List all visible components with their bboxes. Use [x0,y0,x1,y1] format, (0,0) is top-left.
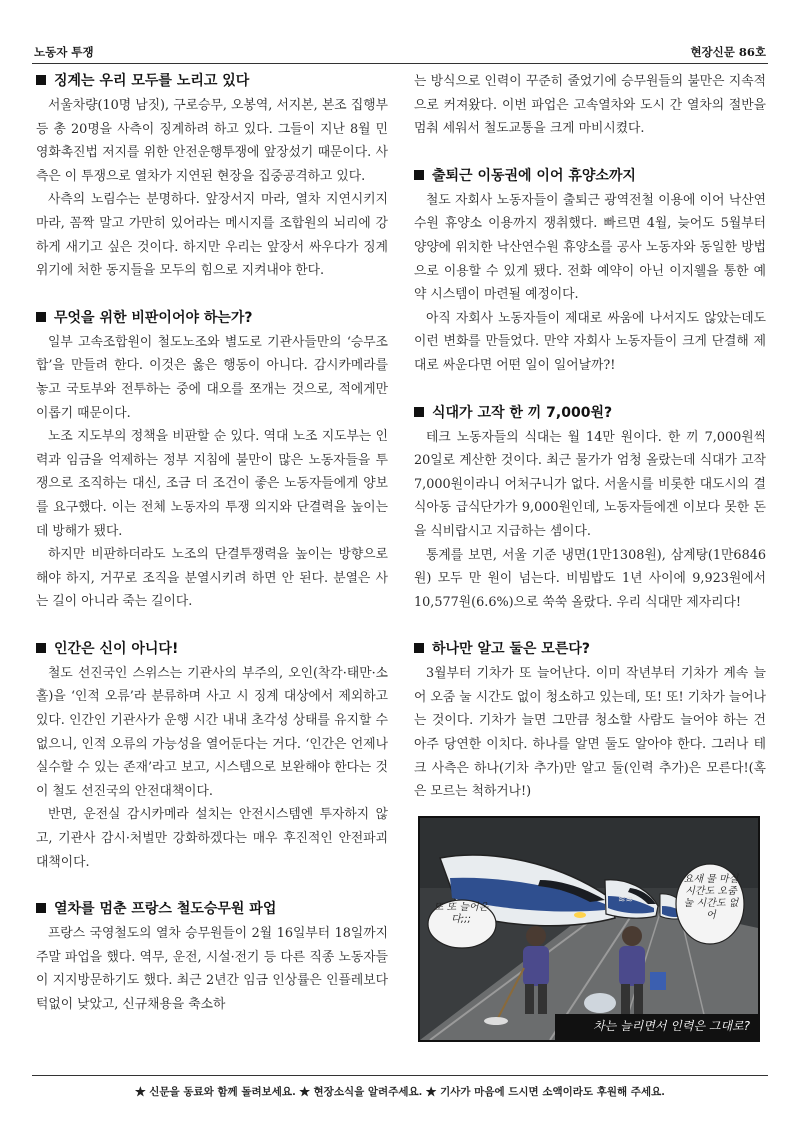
article-paragraph: 반면, 운전실 감시카메라 설치는 안전시스템엔 투자하지 않고, 기관사 감시·처벌만 강화하겠다는 매우 후진적인 안전파괴 대책이다. [36,807,388,870]
bullet-square-icon [36,312,46,322]
article-title: 무엇을 위한 비판이어야 하는가? [54,309,253,326]
article-paragraph: 철도 자회사 노동자들이 출퇴근 광역전철 이용에 이어 낙산연수원 휴양소 이용까지 쟁취했다. 빠르면 4월, 늦어도 5월부터 양양에 위치한 낙산연수원 휴양소를 공사 노동자와 동일한 방법으로 이용할 수 있게 됐다. 전화 예약이 아닌 이지웰을 통한 예약 시스템이 마련될 예정이다. [414,192,766,303]
header-rule [32,63,768,64]
article-paragraph: 하지만 비판하더라도 노조의 단결투쟁력을 높이는 방향으로 해야 하지, 거꾸로 조직을 분열시키려 하면 안 된다. 분열은 사는 길이 아니라 죽는 길이다. [36,547,388,610]
article-discipline [36,70,388,283]
speech-bubble-left: 또 또 늘어온다;;; [433,901,489,925]
bullet-square-icon [36,75,46,85]
cartoon [418,816,760,1042]
speech-bubble-right: 요새 물 마실 시간도 오줌 눌 시간도 없어 [683,873,739,921]
article-paragraph: 테크 노동자들의 식대는 월 14만 원이다. 한 끼 7,000원씩 20일로 계산한 것이다. 최근 물가가 엄청 올랐는데 식대가 고작 7,000원이라니 어처구니가 없다. 서울시를 비롯한 대도시의 결식아동 급식단가가 9,000원인데, 노동자들에겐 이보다 못한 돈을 식비랍시고 지급하는 셈이다. [414,429,766,539]
article-paragraph: 통계를 보면, 서울 기준 냉면(1만1308원), 삼계탕(1만6846원) 모두 만 원이 넘는다. 비빔밥도 1년 사이에 9,923원에서 10,577원(6.6%)으로 쑥쑥 올랐다. 우리 식대만 제자리다! [414,547,766,610]
page-header [32,44,768,64]
bullet-square-icon [414,407,424,417]
article-human-error [36,638,388,874]
cartoon-caption: 차는 늘리면서 인력은 그대로? [593,1018,750,1033]
section-label: 노동자 투쟁 [34,45,94,59]
bullet-square-icon [414,643,424,653]
article-paragraph: 철도 선진국인 스위스는 기관사의 부주의, 오인(착각·태만·소홀)을 ‘인적 오류’라 분류하며 사고 시 징계 대상에서 제외하고 있다. 인간인 기관사가 운행 시간 내내 초각성 상태를 유지할 수 없으니, 인적 오류의 가능성을 열어둔다는 거다. ‘인간은 언제나 실수할 수 있는 존재’라고 보고, 시스템으로 보완해야 한다는 것이 철도 선진국의 안전대책이다. [36,665,388,799]
article-title: 출퇴근 이동권에 이어 휴양소까지 [432,167,636,184]
article-title: 식대가 고작 한 끼 7,000원? [432,404,613,421]
article-title: 하나만 알고 둘은 모른다? [432,641,590,658]
article-paragraph: 3월부터 기차가 또 늘어난다. 이미 작년부터 기차가 계속 늘어 오줌 눌 시간도 없이 청소하고 있는데, 또! 또! 기차가 늘어나는 것이다. 기차가 늘면 그만큼 청소할 사람도 늘어야 하는 건 아주 당연한 이치다. 하나를 알면 둘도 알아야 한다. 그러나 테크 사측은 하나(기차 추가)만 알고 둘(인력 추가)은 모른다!(혹은 모르는 척하거나!) [414,666,766,800]
article-paragraph: 사측의 노림수는 분명하다. 앞장서지 마라, 열차 지연시키지 마라, 꼼짝 말고 가만히 있어라는 메시지를 조합원의 뇌리에 강하게 새기고 싶은 것이다. 하지만 우리는 앞장서 싸우다가 징계위기에 처한 동지들을 모두의 힘으로 지켜내야 한다. [36,192,388,279]
svg-text:≋≋: ≋≋ [618,894,634,905]
article-staffing [414,638,766,804]
article-paragraph: 일부 고속조합원이 철도노조와 별도로 기관사들만의 ‘승무조합’을 만들려 한다. 이것은 옳은 행동이 아니다. 감시카메라를 놓고 국토부와 전투하는 중에 대오를 쪼개는 것으로, 적에게만 이롭기 때문이다. [36,334,388,421]
article-title: 인간은 신이 아니다! [54,640,179,657]
bullet-square-icon [36,903,46,913]
article-france-strike-continued [414,70,766,141]
left-column [36,70,388,1017]
article-paragraph: 서울차량(10명 남짓), 구로승무, 오봉역, 서지본, 본조 집행부 등 총 20명을 사측이 징계하려 하고 있다. 그들이 지난 8월 민영화촉진법 저지를 위한 안전운행투쟁에 앞장섰기 때문이다. 사측은 이 투쟁으로 열차가 지연된 현장을 집중공격하고 있다. [36,98,388,184]
article-commute-resort [414,165,766,378]
article-paragraph: 아직 자회사 노동자들이 제대로 싸움에 나서지도 않았는데도 이런 변화를 만들었다. 만약 자회사 노동자들이 크게 단결해 제대로 싸운다면 어떤 일이 일어날까?! [414,310,766,373]
article-title: 열차를 멈춘 프랑스 철도승무원 파업 [54,901,277,918]
article-paragraph: 노조 지도부의 정책을 비판할 순 있다. 역대 노조 지도부는 인력과 임금을 억제하는 정부 지침에 불만이 많은 노동자들을 투쟁으로 조직하는 대신, 조금 더 조건이 좋은 노동자들에게 양보를 요구했다. 이는 전체 노동자의 투쟁 의지와 단결력을 높이는 데 방해가 됐다. [36,429,388,539]
right-column [414,70,766,1042]
article-paragraph: 프랑스 국영철도의 열차 승무원들이 2월 16일부터 18일까지 주말 파업을 했다. 역무, 운전, 시설·전기 등 다른 직종 노동자들이 지지방문하기도 했다. 최근 2년간 임금 인상률은 인플레보다 턱없이 낮았고, 신규채용을 축소하 [36,926,388,1012]
issue-label: 현장신문 86호 [690,45,766,59]
footer-rule [32,1075,768,1076]
cartoon-drawing [420,818,758,1040]
bullet-square-icon [414,170,424,180]
footer-notice: ★ 신문을 동료와 함께 돌려보세요. ★ 현장소식을 알려주세요. ★ 기사가 마음에 드시면 소액이라도 후원해 주세요. [135,1086,665,1098]
article-paragraph: 는 방식으로 인력이 꾸준히 줄었기에 승무원들의 불만은 지속적으로 커져왔다. 이번 파업은 고속열차와 도시 간 열차의 절반을 멈춰 세워서 철도교통을 크게 마비시켰다. [414,74,766,137]
article-france-strike [36,898,388,1016]
article-criticism [36,307,388,614]
article-title: 징계는 우리 모두를 노리고 있다 [54,73,250,89]
bullet-square-icon [36,643,46,653]
article-meal-allowance [414,402,766,615]
